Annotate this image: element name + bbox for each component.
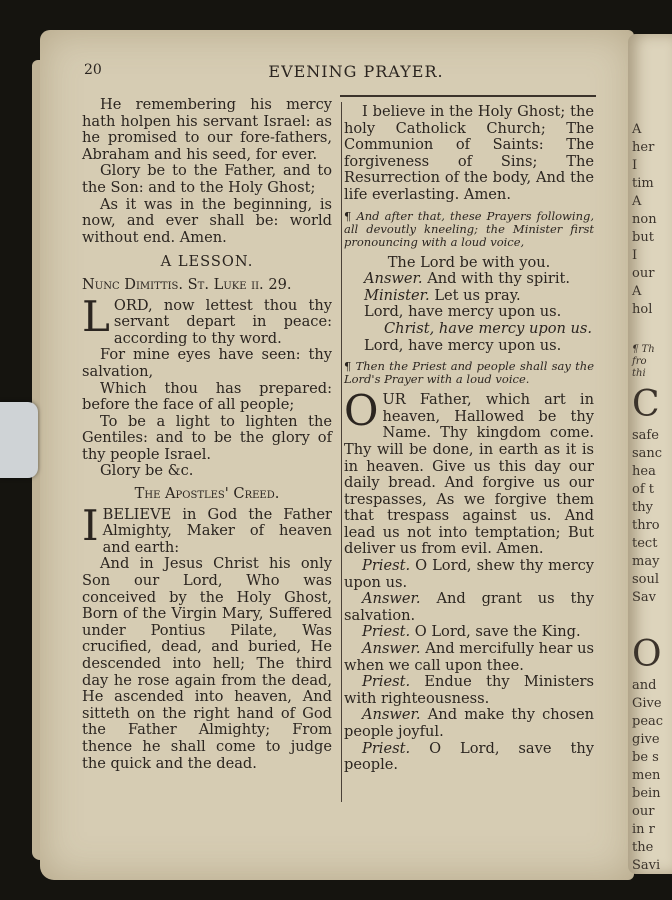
rubric [344, 210, 594, 249]
versicle-text: O Lord, shew thy mercy upon us. [344, 557, 594, 591]
next-page-fragment: I [632, 248, 638, 263]
page-header [84, 62, 628, 86]
next-page-fragment: be s [632, 750, 659, 765]
next-page-fragment: may [632, 554, 660, 569]
rubric-text: Then the Priest and people shall say the Lord's Prayer with a loud voice. [344, 359, 595, 387]
next-page-fragment: hol [632, 302, 653, 317]
paragraph: Glory be &c. [100, 462, 194, 480]
next-page-fragment: Savi [632, 858, 661, 873]
versicle: Lord, have mercy upon us. [364, 303, 562, 321]
section-heading: A LESSON. [160, 253, 254, 271]
paragraph-text: UR Father, which art in heaven, Hallowed be thy Name. Thy kingdom come. Thy will be done, in earth as it is in heaven. Give us this day our daily bread. And forgive us our trespasses, As we forgive them that trespass against us. And lead us not into temptation; But deliver us from evil. Amen. [344, 391, 594, 558]
column-divider [341, 102, 342, 802]
versicle [344, 271, 594, 288]
speaker-label: Minister. [364, 286, 430, 304]
paragraph: He remembering his mercy hath holpen his servant Israel: as he promised to our fore-fathers, Abraham and his seed, for ever. [82, 96, 332, 163]
next-page-fragment: fro [632, 356, 647, 367]
rubric [344, 360, 594, 386]
next-page-fragment: in r [632, 822, 655, 837]
bookmark-tab [0, 402, 38, 478]
speaker-label: Answer. [362, 590, 421, 608]
versicle [344, 741, 594, 774]
next-page-fragment: safe [632, 428, 659, 443]
pilcrow-mark: ¶ [344, 208, 352, 223]
next-page-fragment: men [632, 768, 661, 783]
paragraph [82, 500, 332, 557]
header-rule [340, 95, 596, 97]
next-page-fragment: I [632, 158, 638, 173]
versicle-text: And mercifully hear us when we call upon thee. [344, 640, 594, 674]
speaker-label: Answer. [364, 270, 423, 288]
next-page-fragment: Give [632, 696, 662, 711]
speaker-label: Priest. [362, 739, 411, 757]
versicle-text: O Lord, save thy people. [344, 739, 594, 774]
versicle-text: Endue thy Ministers with righteousness. [344, 673, 594, 707]
paragraph: To be a light to lighten the Gentiles: and to be the glory of thy people Israel. [82, 412, 332, 463]
versicle-text: And make thy chosen people joyful. [344, 706, 595, 740]
paragraph: For mine eyes have seen: thy salvation, [82, 346, 332, 380]
versicle [344, 641, 594, 674]
drop-cap: O [344, 386, 379, 436]
next-page-fragment: ¶ Th [632, 344, 655, 355]
next-page-edge [628, 34, 672, 874]
paragraph-text: ORD, now lettest thou thy servant depart in peace: according to thy word. [113, 296, 332, 347]
versicle: Christ, have mercy upon us. [384, 319, 593, 337]
versicle-text: Let us pray. [434, 286, 521, 304]
rubric-text: And after that, these Prayers following, all devoutly kneeling; the Minister first pronouncing with a loud voice, [344, 208, 594, 249]
versicle [344, 558, 594, 591]
paragraph: And in Jesus Christ his only Son our Lord, Who was conceived by the Holy Ghost, Born of the Virgin Mary, Suffered under Pontius Pilate, Was crucified, dead, and buried, He descended into hell; The third day he rose again from the dead, He ascended into heaven, And sitteth on the right hand of God the Father Almighty; From thence he shall come to judge the quick and the dead. [82, 555, 332, 772]
paragraph: I believe in the Holy Ghost; the holy Catholick Church; The Communion of Saints: The forgiveness of Sins; The Resurrection of the body, And the life everlasting. Amen. [344, 103, 594, 203]
next-page-fragment: A [632, 122, 642, 137]
paragraph-text: BELIEVE in God the Father Almighty, Maker of heaven and earth: [102, 505, 332, 556]
versicle [344, 624, 594, 641]
versicle-text: O Lord, save the King. [414, 623, 581, 641]
paragraph [82, 291, 332, 348]
creed-title: The Apostles' Creed. [134, 485, 280, 503]
next-page-fragment: peac [632, 714, 664, 729]
versicle [344, 591, 594, 624]
page-number: 20 [84, 62, 102, 78]
next-page-fragment: thy [632, 500, 653, 515]
next-page-fragment: Sav [632, 590, 657, 605]
next-page-fragment: C [632, 384, 660, 425]
next-page-fragment: the [632, 840, 654, 855]
versicle-text: And with thy spirit. [427, 270, 570, 288]
next-page-fragment: tim [632, 176, 654, 191]
speaker-label: Answer. [362, 640, 421, 658]
versicle: Lord, have mercy upon us. [364, 336, 562, 354]
paragraph [344, 386, 594, 558]
next-page-fragment: our [632, 804, 655, 819]
speaker-label: Priest. [362, 557, 411, 575]
paragraph: As it was in the beginning, is now, and ever shall be: world without end. Amen. [82, 195, 332, 246]
next-page-fragment: thro [632, 518, 660, 533]
versicle [344, 674, 594, 707]
next-page-fragment: but [632, 230, 654, 245]
next-page-fragment: our [632, 266, 655, 281]
next-page-fragment: thi [632, 368, 646, 379]
versicle [344, 707, 594, 740]
paragraph: Which thou has prepared: before the face of all people; [82, 379, 332, 414]
canticle-title: Nunc Dimittis. St. Luke ii. 29. [82, 275, 292, 293]
next-page-fragment: soul [632, 572, 660, 587]
next-page-fragment: of t [632, 482, 654, 497]
pilcrow-mark: ¶ [344, 359, 352, 374]
next-page-fragment: non [632, 212, 657, 227]
versicle [344, 288, 594, 305]
drop-cap: I [82, 500, 99, 550]
next-page-fragment: sanc [632, 446, 663, 461]
versicle-text: And grant us thy salvation. [344, 590, 594, 624]
next-page-fragment: A [632, 194, 642, 209]
next-page-fragment: and [632, 678, 657, 693]
next-page-fragment: her [632, 140, 655, 155]
next-page-fragment: bein [632, 786, 661, 801]
next-page-fragment: give [632, 732, 660, 747]
speaker-label: Priest. [362, 673, 411, 691]
paragraph: Glory be to the Father, and to the Son: and to the Holy Ghost; [82, 162, 332, 196]
speaker-label: Priest. [362, 623, 411, 641]
right-column [344, 104, 594, 774]
next-page-fragment: hea [632, 464, 656, 479]
drop-cap: L [82, 291, 110, 341]
running-title: EVENING PRAYER. [268, 62, 444, 81]
speaker-label: Answer. [362, 706, 421, 724]
next-page-fragment: O [632, 634, 662, 675]
versicle: The Lord be with you. [387, 253, 551, 271]
next-page-fragment: tect [632, 536, 658, 551]
next-page-fragment: A [632, 284, 642, 299]
left-column [82, 97, 332, 772]
